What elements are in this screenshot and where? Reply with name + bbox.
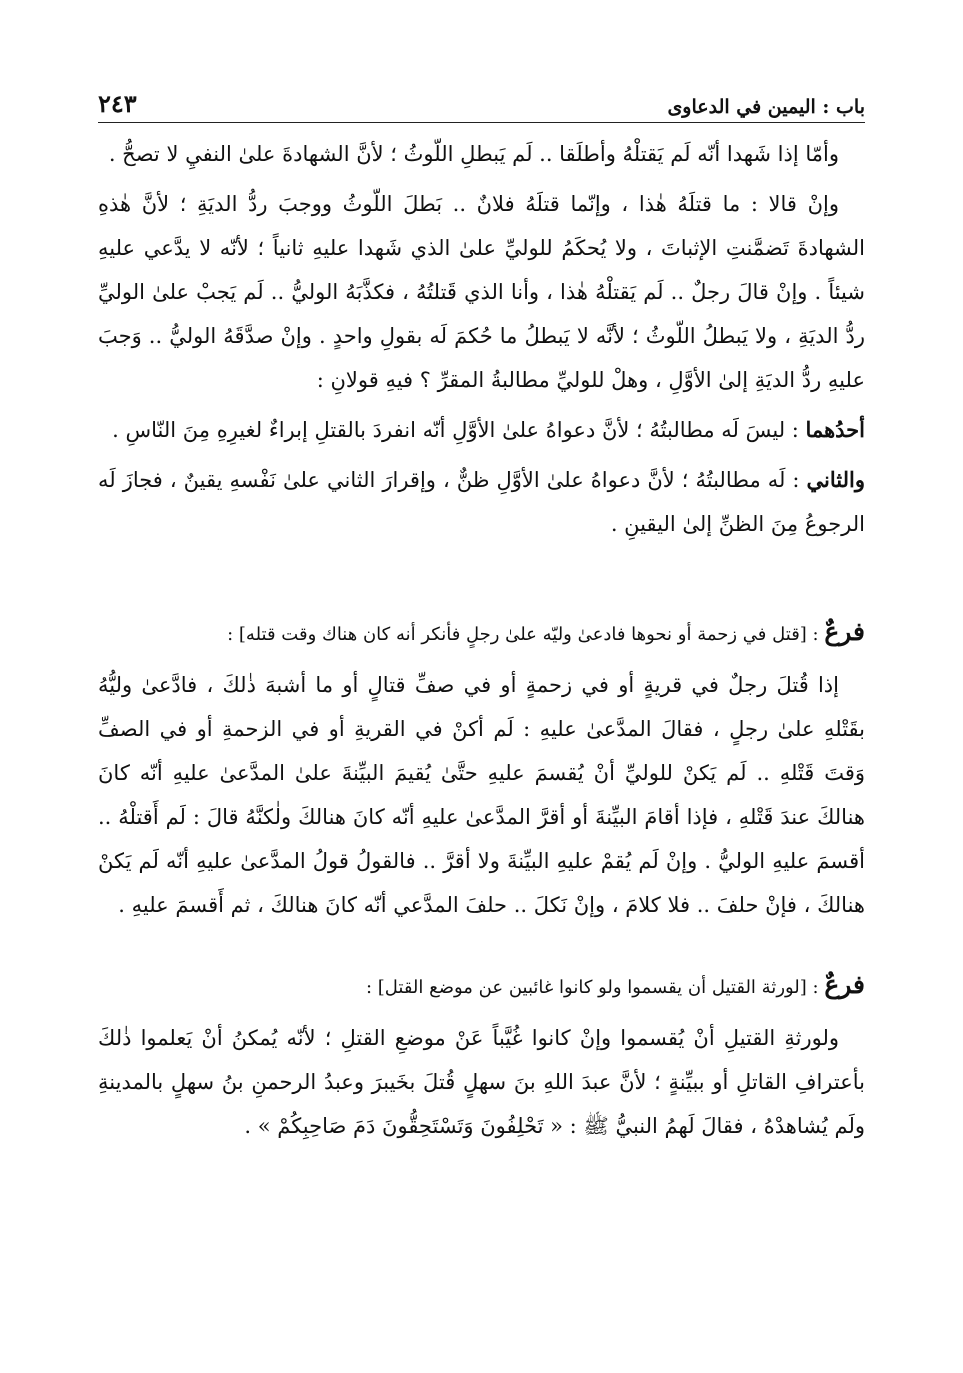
- paragraph-second-opinion: [98, 458, 865, 546]
- page-number: ٢٤٣: [98, 89, 137, 118]
- first-opinion-label: أحدُهما: [805, 417, 865, 442]
- second-opinion-label: والثاني: [806, 467, 865, 492]
- far-heading-1: [98, 610, 865, 657]
- running-title: باب : اليمين في الدعاوى: [667, 96, 865, 118]
- far-title: : [لورثة القتيل أن يقسموا ولو كانوا غائبين عن موضع القتل] :: [365, 977, 825, 998]
- section-spacer: [98, 933, 865, 963]
- page-body: [98, 132, 865, 1154]
- paragraph-2: وإنْ قالا : ما قتلَهُ هٰذا ، وإنّما قتلَهُ فلانٌ .. بَطلَ اللّوثُ ووجبَ ردُّ الديَةِ ؛ لأنَّ هٰذهِ الشهادةَ تَضمَّنتِ الإثباتَ ، ولا يُحكَمُ للوليِّ علىٰ الذي شَهدا عليهِ ثانياً ؛ لأنّه لا يدَّعي عليهِ شيئاً . وإنْ قالَ رجلٌ .. لَم يَقتلْهُ هٰذا ، وأنا الذي قَتلتُهُ ، فكذَّبَهُ الوليُّ .. لَم يَجبْ علىٰ الوليِّ ردُّ الديَةِ ، ولا يَبطلُ اللّوثُ ؛ لأنَّه لا يَبطلُ ما حُكمَ لَه بقولِ واحدٍ . وإنْ صدَّقَهُ الوليُّ .. وَجبَ عليهِ ردُّ الديَةِ إلىٰ الأوَّلِ ، وهلْ للوليِّ مطالبةُ المقرِّ ؟ فيهِ قولانِ :: [98, 192, 865, 392]
- paragraph-1: وأمّا إذا شَهدا أنّه لَم يَقتلْهُ وأطلَقا .. لَم يَبطلِ اللّوثُ ؛ لأنَّ الشهادةَ علىٰ النفيِ لا تصحُّ .: [108, 142, 839, 166]
- far-label: فرعٌ: [824, 617, 865, 646]
- page-header: [98, 82, 865, 123]
- paragraph-6: ولورثةِ القتيلِ أنْ يُقسموا وإنْ كانوا غُيَّباً عَنْ موضعِ القتلِ ؛ لأنّه يُمكنُ أنْ يَعلموا ذٰلكَ بأعترافِ القاتلِ أو ببيِّنةٍ ؛ لأنَّ عبدَ اللهِ بنَ سهلٍ قُتلَ بخَيبرَ وعبدُ الرحمنِ بنُ سهلٍ بالمدينةِ ولَم يُشاهدْهُ ، فقالَ لَهمُ النبيُّ ﷺ : « تَحْلِفُونَ وَتَسْتَحِقُّونَ دَمَ صَاحِبِكُمْ » .: [98, 1026, 865, 1138]
- far-heading-2: [98, 963, 865, 1010]
- far-title: : [قتل في زحمة أو نحوها فادعىٰ وليّه علىٰ رجلٍ فأنكر أنه كان هناك وقت قتله] :: [227, 624, 825, 645]
- paragraph-first-opinion: [98, 408, 865, 452]
- paragraph-5: إذا قُتلَ رجلٌ في قريةٍ أو في زحمةٍ أو في صفِّ قتالٍ أو ما أشبهَ ذٰلكَ ، فادَّعىٰ وليُّهُ بقَتْلهِ علىٰ رجلٍ ، فقالَ المدَّعىٰ عليهِ : لَم أكنْ في القريةِ أو في الزحمةِ أو في الصفِّ وَقتَ قَتْلهِ .. لَم يَكنْ للوليِّ أنْ يُقسمَ عليهِ حتَّىٰ يُقيمَ البيِّنةَ علىٰ المدَّعىٰ عليهِ أنّه كانَ هنالكَ عندَ قَتْلهِ ، فإذا أقامَ البيِّنةَ أو أقرَّ المدَّعىٰ عليهِ أنّه كانَ هنالكَ ولٰكنَّهُ قالَ : لَم أَقتلْهُ .. أقسمَ عليهِ الوليُّ . وإنْ لَم يُقمْ عليهِ البيِّنةَ ولا أقرَّ .. فالقولُ قولُ المدَّعىٰ عليهِ أنّه لَم يَكنْ هنالكَ ، فإنْ حلفَ .. فلا كلامَ ، وإنْ نَكلَ .. حلفَ المدَّعي أنّه كانَ هنالكَ ، ثم أَقسمَ عليهِ .: [98, 673, 865, 917]
- first-opinion-text: : ليسَ لَه مطالبتُهُ ؛ لأنَّ دعواهُ علىٰ الأوَّلِ أنّه انفردَ بالقتلِ إبراءٌ لغيرِهِ مِنَ النّاسِ .: [112, 418, 806, 442]
- far-label: فرعٌ: [824, 970, 865, 999]
- section-spacer: [98, 552, 865, 610]
- second-opinion-text: : لَه مطالبتُهُ ؛ لأنَّ دعواهُ علىٰ الأوَّلِ ظنٌّ ، وإقرارَ الثاني علىٰ نَفْسهِ يقينٌ ، فجازَ لَه الرجوعُ مِنَ الظنِّ إلىٰ اليقينِ .: [98, 468, 865, 536]
